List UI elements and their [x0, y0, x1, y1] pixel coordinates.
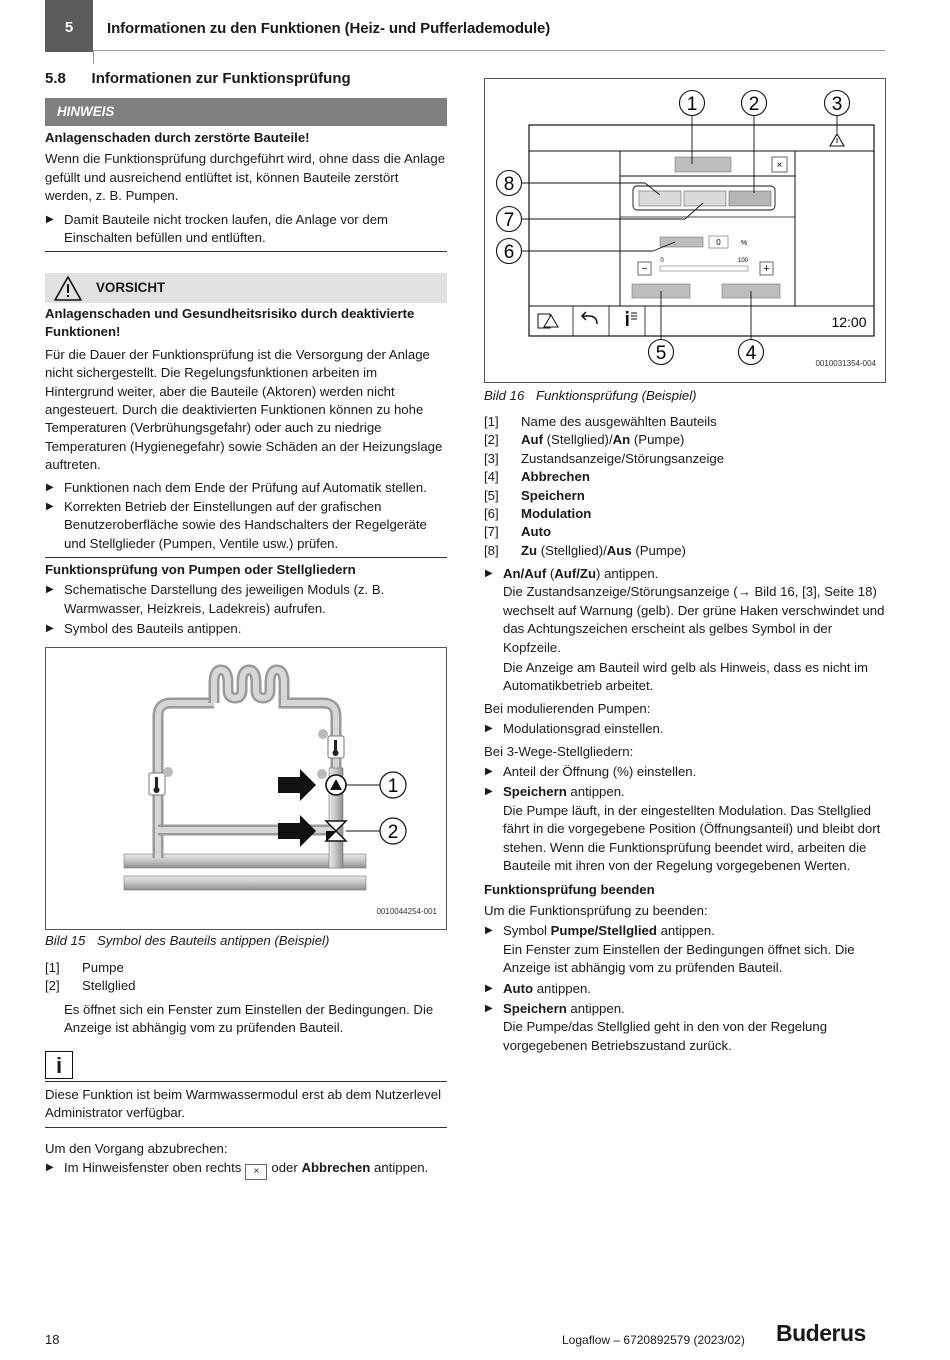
info-icon: i	[45, 1051, 73, 1079]
legend-item: [8] Zu (Stellglied)/Aus (Pumpe)	[484, 542, 686, 558]
section-heading	[45, 70, 447, 88]
hinweis-bullet: ▶ Damit Bauteile nicht trocken laufen, die Anlage vor dem Einschalten befüllen und entlüften.	[45, 211, 447, 248]
end-heading: Funktionsprüfung beenden	[484, 881, 655, 897]
pumpen-bullet-1: ▶ Schematische Darstellung des jeweiligen Moduls (z. B. Warmwasser, Heizkreis, Ladekreis) aufrufen.	[45, 581, 447, 618]
end-step-1-text: Ein Fenster zum Einstellen der Bedingungen öffnet sich. Die Anzeige ist abhängig vom zu prüfenden Bauteil.	[503, 941, 855, 976]
vorsicht-text: Für die Dauer der Funktionsprüfung ist die Versorgung der Anlage nicht sichergestellt. Die Regelungsfunktionen arbeiten im Hintergrund weiter, aber die Bauteile (Aktoren) werden nicht angesteuert. Durch die deaktivierten Funktionen können zu hohe Temperaturen (Verbrühungsgefahr) oder auch zu niedrige Temperaturen (Hygienegefahr) sowie Schäden an der Heizungslage auftreten.	[45, 346, 443, 473]
scale-min: 0	[660, 258, 664, 264]
abbrechen-block	[45, 1140, 447, 1180]
callout-5: 5	[655, 343, 667, 364]
header-divider	[93, 50, 94, 64]
callout-3: 3	[831, 94, 843, 115]
pumpen-bullet-2: ▶ Symbol des Bauteils antippen.	[45, 620, 447, 638]
legend-item: [1] Pumpe	[45, 960, 124, 975]
info-rule-top	[45, 1081, 447, 1082]
callout-6: 6	[503, 242, 515, 263]
callout-1: 1	[387, 776, 399, 797]
figure-15-legend	[45, 959, 447, 1038]
pumpen-heading: Funktionsprüfung von Pumpen oder Stellgliedern	[45, 562, 356, 577]
callout-4: 4	[745, 343, 757, 364]
wege-bullet: ▶ Anteil der Öffnung (%) einstellen.	[484, 763, 886, 781]
page-number: 18	[45, 1332, 60, 1347]
dialog-close-icon[interactable]: ×	[776, 160, 783, 171]
legend-item: [3] Zustandsanzeige/Störungsanzeige	[484, 450, 725, 466]
step-save: ▶ Speichern antippen.	[484, 783, 886, 801]
vorsicht-heading: Anlagenschaden und Gesundheitsrisiko durch deaktivierte Funktionen!	[45, 306, 415, 340]
doc-reference: Logaflow – 6720892579 (2023/02)	[562, 1333, 745, 1347]
minus-button[interactable]: −	[641, 264, 648, 275]
legend-item: [2] Auf (Stellglied)/An (Pumpe)	[484, 432, 685, 448]
end-step-1: ▶ Symbol Pumpe/Stellglied antippen.	[484, 922, 886, 940]
figure-16-number: Bild 16	[484, 388, 525, 403]
figure-15-caption	[45, 932, 447, 950]
legend-item: [4] Abbrechen	[484, 469, 590, 485]
modulation-unit: %	[740, 240, 748, 247]
hydraulic-schematic	[46, 648, 446, 929]
brand-logo: Buderus	[776, 1320, 866, 1346]
end-step-3: ▶ Speichern antippen.	[484, 1000, 886, 1018]
chapter-number: 5	[45, 0, 93, 52]
right-instructions	[484, 565, 886, 1055]
scale-max: 100	[737, 258, 749, 264]
callout-2: 2	[387, 822, 399, 843]
header-rule	[93, 50, 885, 51]
callout-2: 2	[748, 94, 760, 115]
end-step-3-text: Die Pumpe/das Stellglied geht in den von der Regelung vorgegebenen Betriebszustand zurück.	[503, 1019, 828, 1053]
chapter-title: Informationen zu den Funktionen (Heiz- und Pufferlademodule)	[107, 20, 551, 37]
info-block	[45, 1051, 447, 1128]
end-step-2: ▶ Auto antippen.	[484, 980, 886, 998]
figure-15-note: Es öffnet sich ein Fenster zum Einstellen der Bedingungen. Die Anzeige ist abhängig vom zu prüfenden Bauteil.	[64, 1001, 434, 1036]
legend-item: [6] Modulation	[484, 506, 592, 522]
warning-triangle-icon	[53, 275, 83, 302]
mod-intro: Bei modulierenden Pumpen:	[484, 700, 651, 716]
vorsicht-label: VORSICHT	[96, 280, 166, 295]
figure-16-title: Funktionsprüfung (Beispiel)	[536, 388, 697, 403]
figure-16-caption	[484, 387, 886, 405]
figure-15-code: 0010044254-001	[376, 906, 437, 916]
legend-item: [5] Speichern	[484, 487, 585, 503]
abbrechen-intro: Um den Vorgang abzubrechen:	[45, 1141, 228, 1156]
arrow-icon	[278, 769, 316, 801]
modulation-value: 0	[716, 238, 721, 247]
hinweis-block	[45, 98, 447, 252]
hinweis-label: HINWEIS	[45, 98, 447, 126]
wege-intro: Bei 3-Wege-Stellgliedern:	[484, 743, 634, 759]
step-an-auf: ▶ An/Auf (Auf/Zu) antippen.	[484, 565, 886, 583]
clock-time: 12:00	[831, 314, 867, 330]
abbrechen-bullet: ▶ Im Hinweisfenster oben rechts × oder Abbrechen antippen.	[45, 1159, 447, 1180]
close-button-icon: ×	[245, 1164, 267, 1180]
info-text: Diese Funktion ist beim Warmwassermodul erst ab dem Nutzerlevel Administrator verfügbar.	[45, 1087, 442, 1121]
step-an-auf-text-2: Die Anzeige am Bauteil wird gelb als Hinweis, dass es nicht im Automatikbetrieb arbeitet.	[503, 660, 869, 694]
arrow-icon	[278, 815, 316, 847]
callout-1: 1	[686, 94, 698, 115]
legend-item: [1] Name des ausgewählten Bauteils	[484, 414, 717, 429]
vorsicht-bullet-2: ▶ Korrekten Betrieb der Einstellungen auf der grafischen Benutzeroberfläche sowie des Handschalters der Regelgeräte und Stellglieder (Pumpen, Ventile usw.) prüfen.	[45, 498, 447, 553]
end-intro: Um die Funktionsprüfung zu beenden:	[484, 902, 708, 918]
section-number: 5.8	[45, 70, 66, 87]
pumpen-block	[45, 561, 447, 639]
vorsicht-label-bar	[45, 273, 447, 303]
mod-bullet: ▶ Modulationsgrad einstellen.	[484, 720, 886, 738]
figure-15	[45, 647, 447, 930]
legend-item: [2] Stellglied	[45, 978, 136, 994]
legend-item: [7] Auto	[484, 524, 552, 540]
figure-15-number: Bild 15	[45, 933, 86, 948]
plus-button[interactable]: +	[763, 263, 770, 275]
vorsicht-rule	[45, 557, 447, 558]
figure-16-legend	[484, 413, 886, 560]
section-title: Informationen zur Funktionsprüfung	[91, 70, 351, 87]
callout-7: 7	[503, 210, 515, 231]
figure-15-title: Symbol des Bauteils antippen (Beispiel)	[97, 933, 330, 948]
vorsicht-block	[45, 273, 447, 558]
vorsicht-bullet-1: ▶ Funktionen nach dem Ende der Prüfung auf Automatik stellen.	[45, 479, 447, 497]
step-an-auf-text-1: Die Zustandsanzeige/Störungsanzeige (→ Bild 16, [3], Seite 18) wechselt auf Warnung (gelb). Der grüne Haken verschwindet und das Achtungszeichen erscheint als gelbes Symbol in der Kopfzeile.	[503, 584, 885, 655]
hinweis-rule	[45, 251, 447, 252]
hinweis-heading: Anlagenschaden durch zerstörte Bauteile!	[45, 130, 310, 145]
function-test-screen	[485, 79, 885, 382]
figure-16	[484, 78, 886, 383]
figure-16-code: 0010031354-004	[815, 358, 876, 368]
callout-8: 8	[503, 174, 515, 195]
info-rule-bottom	[45, 1127, 447, 1128]
hinweis-text: Wenn die Funktionsprüfung durchgeführt wird, ohne dass die Anlage gefüllt und ausreichend entlüftet ist, können Bauteile zerstört werden, z. B. Pumpen.	[45, 151, 446, 204]
step-save-text: Die Pumpe läuft, in der eingestellten Modulation. Das Stellglied fährt in die vorgegebene Position (Öffnungsanteil) und bleibt dort stehen. Wenn die Funktionsprüfung beendet wird, arbeiten die Bauteile mit ihren von der Regelung vorgegebenen Werten.	[503, 802, 881, 874]
